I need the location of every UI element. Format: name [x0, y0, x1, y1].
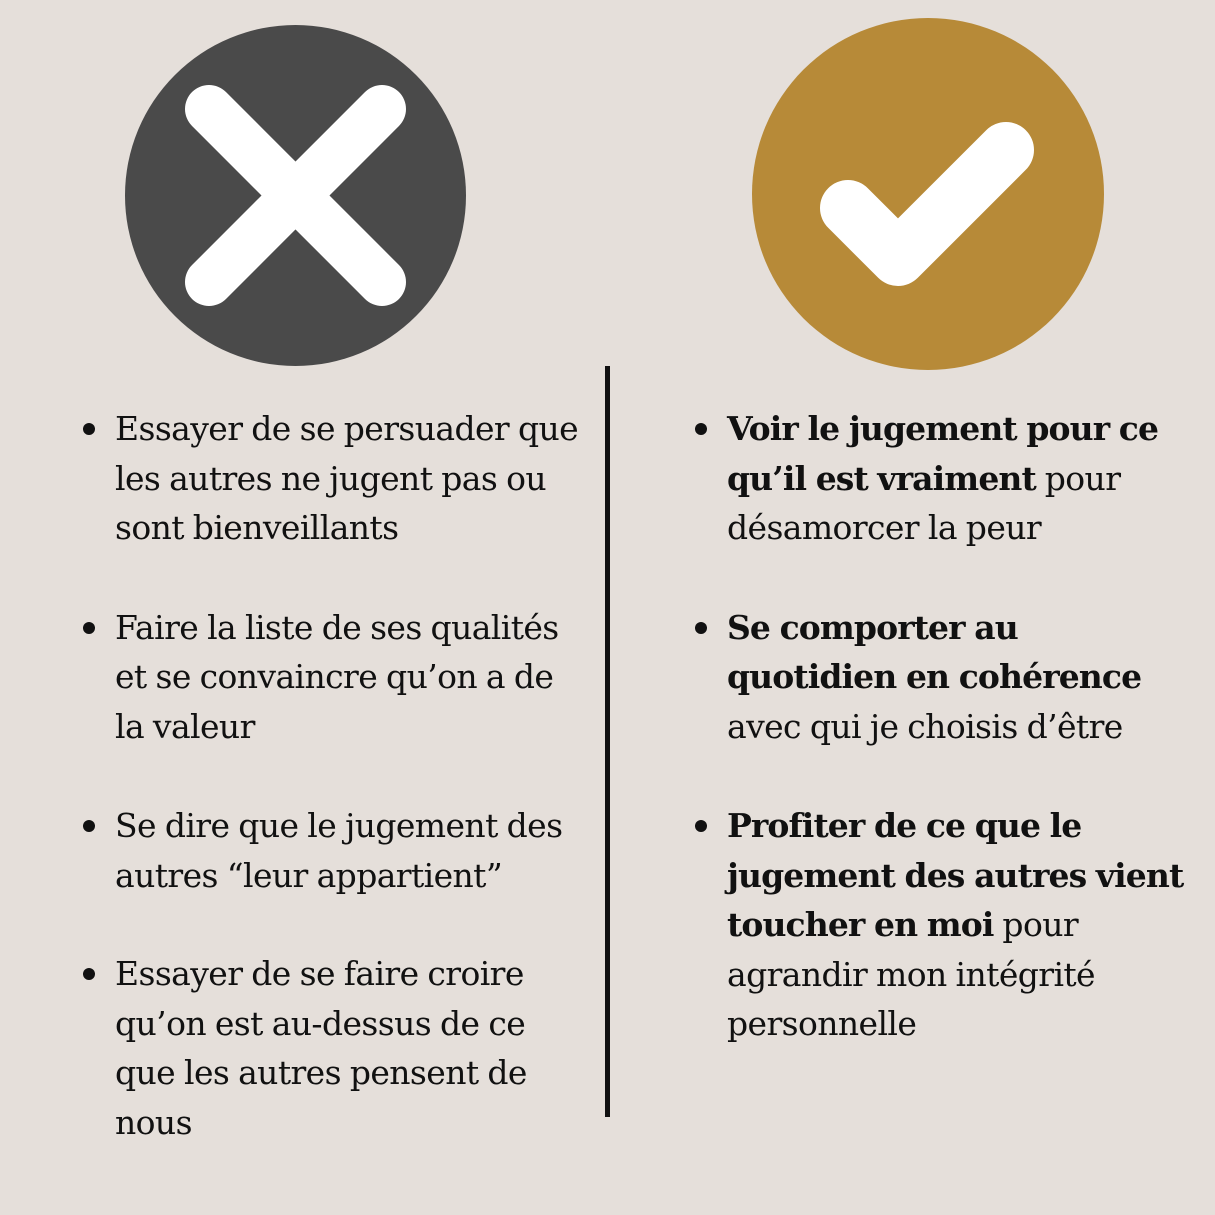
good-item-2-rest: avec qui je choisis d’être — [727, 706, 1123, 746]
bad-item-3: Se dire que le jugement des autres “leur appartient” — [80, 801, 590, 900]
bad-item-4: Essayer de se faire croire qu’on est au-dessus de ce que les autres pensent de nous — [80, 949, 590, 1147]
good-item-1-bold: Voir le jugement pour ce qu’il est vraiment — [727, 409, 1159, 498]
good-item-1 — [692, 404, 1192, 553]
good-item-3-rest: pour agrandir mon intégrité personnelle — [727, 905, 1095, 1043]
bad-item-2: Faire la liste de ses qualités et se convaincre qu’on a de la valeur — [80, 603, 590, 752]
checkmark-icon-svg — [752, 18, 1104, 370]
good-item-3-bold: Profiter de ce que le jugement des autres vient toucher en moi — [727, 806, 1184, 944]
cross-icon-svg — [125, 25, 466, 366]
column-divider — [605, 366, 610, 1117]
good-item-2 — [692, 603, 1192, 752]
good-item-1-rest: pour désamorcer la peur — [727, 458, 1121, 547]
good-item-3 — [692, 801, 1192, 1049]
bad-item-1: Essayer de se persuader que les autres ne jugent pas ou sont bienveillants — [80, 404, 590, 553]
cross-icon — [125, 25, 466, 366]
checkmark-icon — [752, 18, 1104, 370]
good-item-2-bold: Se comporter au quotidien en cohérence — [727, 607, 1142, 696]
good-practices-list — [692, 404, 1192, 1049]
bad-practices-list — [80, 404, 590, 1147]
